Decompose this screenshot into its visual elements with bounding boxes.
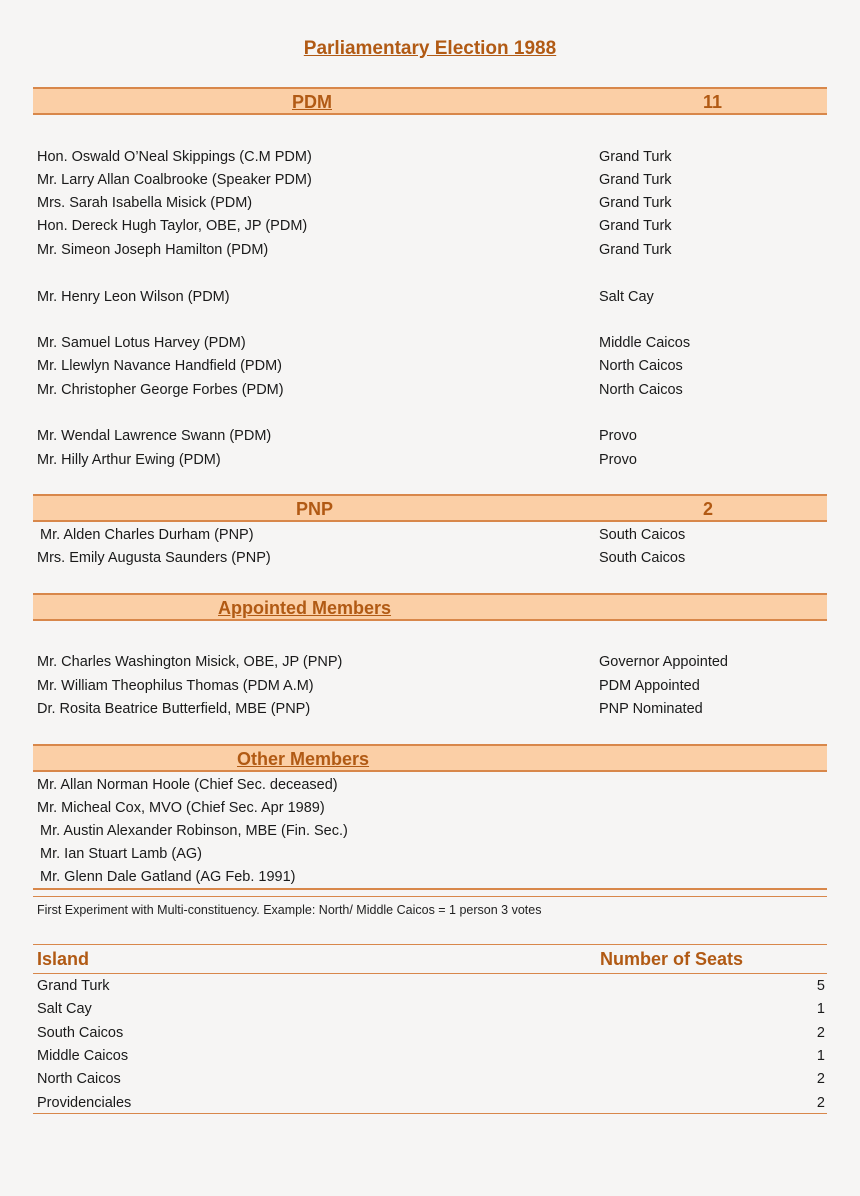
member-name: Mr. Ian Stuart Lamb (AG) <box>40 846 202 862</box>
list-item <box>37 332 827 354</box>
seat-count: 1 <box>816 1048 825 1064</box>
list-item <box>37 774 827 796</box>
member-name: Mr. Larry Allan Coalbrooke (Speaker PDM) <box>37 172 312 188</box>
member-name: Mr. Wendal Lawrence Swann (PDM) <box>37 428 272 444</box>
island-name: Providenciales <box>37 1095 132 1111</box>
appointed-header-band <box>33 593 827 621</box>
list-item <box>37 675 827 697</box>
member-constituency: Provo <box>599 428 637 444</box>
island-name: Grand Turk <box>37 978 110 994</box>
member-name: Mr. Henry Leon Wilson (PDM) <box>37 289 230 305</box>
list-item <box>37 651 827 673</box>
member-constituency: Grand Turk <box>599 149 672 165</box>
list-item <box>40 866 830 888</box>
member-constituency: North Caicos <box>599 382 683 398</box>
table-row <box>37 998 825 1021</box>
list-item <box>37 449 827 471</box>
table-row <box>37 1068 825 1091</box>
member-constituency: South Caicos <box>599 527 686 543</box>
member-name: Hon. Dereck Hugh Taylor, OBE, JP (PDM) <box>37 218 308 234</box>
member-name: Mrs. Emily Augusta Saunders (PNP) <box>37 550 271 566</box>
member-name: Mr. Alden Charles Durham (PNP) <box>40 527 254 543</box>
member-constituency: Grand Turk <box>599 195 672 211</box>
pnp-label: PNP <box>296 499 334 519</box>
member-name: Mr. Austin Alexander Robinson, MBE (Fin. Sec.) <box>40 823 348 839</box>
footnote: First Experiment with Multi-constituency. Example: North/ Middle Caicos = 1 person 3 votes <box>37 903 542 917</box>
column-header-island: Island <box>37 949 90 969</box>
list-item <box>37 797 827 819</box>
member-name: Mr. Simeon Joseph Hamilton (PDM) <box>37 242 269 258</box>
list-item <box>37 169 827 191</box>
member-name: Hon. Oswald O’Neal Skippings (C.M PDM) <box>37 149 312 165</box>
member-name: Mr. Charles Washington Misick, OBE, JP (PNP) <box>37 654 343 670</box>
appointed-label: Appointed Members <box>218 598 392 618</box>
table-row <box>37 1092 825 1115</box>
island-name: Salt Cay <box>37 1001 92 1017</box>
member-name: Mr. Micheal Cox, MVO (Chief Sec. Apr 1989) <box>37 800 325 816</box>
member-appointment: PNP Nominated <box>599 701 703 717</box>
list-item <box>37 146 827 168</box>
member-constituency: Salt Cay <box>599 289 654 305</box>
section-divider <box>33 888 827 890</box>
member-appointment: PDM Appointed <box>599 678 700 694</box>
member-constituency: South Caicos <box>599 550 686 566</box>
pdm-label: PDM <box>292 92 332 112</box>
member-appointment: Governor Appointed <box>599 654 728 670</box>
other-header-band <box>33 744 827 772</box>
table-bottom-rule <box>33 1113 827 1114</box>
list-item <box>37 425 827 447</box>
seat-count: 2 <box>816 1025 825 1041</box>
table-row <box>37 975 825 998</box>
list-item <box>37 698 827 720</box>
list-item <box>37 239 827 261</box>
member-name: Mr. Allan Norman Hoole (Chief Sec. deceased) <box>37 777 338 793</box>
list-item <box>37 215 827 237</box>
table-header-rule <box>33 973 827 974</box>
column-header-seats: Number of Seats <box>600 949 744 969</box>
seat-count: 1 <box>816 1001 825 1017</box>
member-name: Mr. Hilly Arthur Ewing (PDM) <box>37 452 221 468</box>
member-name: Mr. Llewlyn Navance Handfield (PDM) <box>37 358 282 374</box>
member-name: Mr. Christopher George Forbes (PDM) <box>37 382 284 398</box>
list-item <box>37 379 827 401</box>
member-name: Mrs. Sarah Isabella Misick (PDM) <box>37 195 253 211</box>
seat-count: 5 <box>816 978 825 994</box>
list-item <box>40 843 830 865</box>
member-constituency: Provo <box>599 452 637 468</box>
member-constituency: Grand Turk <box>599 242 672 258</box>
pnp-header-band <box>33 494 827 522</box>
list-item <box>37 547 827 569</box>
member-name: Mr. Glenn Dale Gatland (AG Feb. 1991) <box>40 869 296 885</box>
island-name: North Caicos <box>37 1071 121 1087</box>
member-constituency: North Caicos <box>599 358 683 374</box>
seat-count: 2 <box>816 1071 825 1087</box>
member-constituency: Middle Caicos <box>599 335 691 351</box>
list-item <box>40 820 830 842</box>
list-item <box>37 192 827 214</box>
island-name: South Caicos <box>37 1025 124 1041</box>
member-constituency: Grand Turk <box>599 218 672 234</box>
pnp-count: 2 <box>703 499 714 519</box>
member-name: Dr. Rosita Beatrice Butterfield, MBE (PNP) <box>37 701 311 717</box>
member-name: Mr. Samuel Lotus Harvey (PDM) <box>37 335 246 351</box>
list-item <box>37 355 827 377</box>
other-label: Other Members <box>237 749 370 769</box>
pdm-header-band <box>33 87 827 115</box>
page-title: Parliamentary Election 1988 <box>303 38 557 59</box>
list-item <box>40 524 830 546</box>
member-constituency: Grand Turk <box>599 172 672 188</box>
table-row <box>37 1022 825 1045</box>
member-name: Mr. William Theophilus Thomas (PDM A.M) <box>37 678 314 694</box>
table-top-rule <box>33 944 827 945</box>
island-name: Middle Caicos <box>37 1048 129 1064</box>
section-divider <box>33 896 827 897</box>
seat-count: 2 <box>816 1095 825 1111</box>
table-row <box>37 1045 825 1068</box>
pdm-count: 11 <box>703 92 723 112</box>
list-item <box>37 286 827 308</box>
